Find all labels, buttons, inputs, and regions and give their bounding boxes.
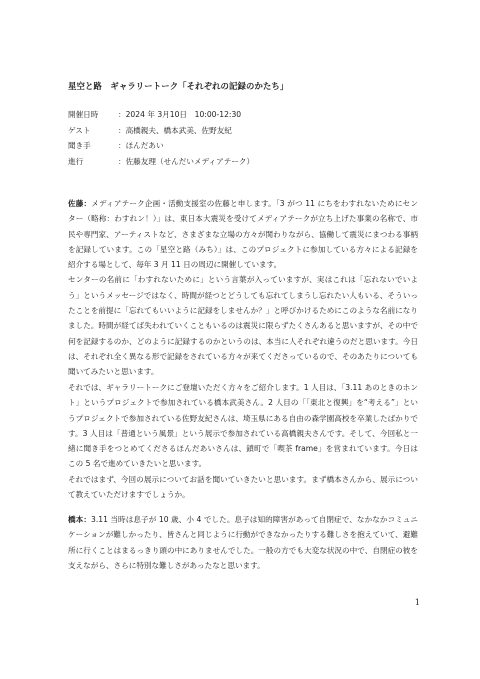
event-date-row — [68, 107, 428, 123]
paragraph-text: メディアテーク企画・活動支援室の佐藤と申します。「3 がつ 11 にちをわすれないためにセンター（略称：わすれン！）」は、東日本大震災を受けてメディアテークが立ち上げた事業の名称で、市民や専門家、アーティストなど、さまざまな立場の方々が関わりながら、協働して震災にまつわる事柄を記録しています。この「星空と路（みち）」は、このプロジェクトに参加している方々による記録を紹介する場として、毎年 3 月 11 日の周辺に開催しています。 — [68, 199, 418, 270]
speaker-label: 橋本： — [68, 515, 91, 524]
transcript-paragraph-hashimoto — [68, 512, 418, 573]
guests-row — [68, 123, 428, 139]
moderator-label: 進行 — [68, 156, 84, 166]
paragraph-text: それでは、ギャラリートークにご登壇いただく方々をご紹介します。1 人目は、「3.11 あのときのホント」というプロジェクトで参加されている橋本武美さん。2 人目の「「東北と復興」を“考える”」というプロジェクトで参加されている佐野友紀さんは、埼玉県にある自由の森学園高校を卒業したばかりです。3 人目は「普通という風景」という展示で参加されている高橋親夫さんです。そして、今回私と一緒に聞き手をつとめてくださるほんだあいさんは、鎖町で「喫茶 frame」を営まれています。今日はこの 5 名で進めていきたいと思います。 — [68, 383, 418, 469]
event-date-label: 開催日時 — [68, 110, 99, 119]
event-date-value: ：2024 年 3月10日 10:00-12:30 — [118, 110, 242, 119]
moderator-row — [68, 154, 428, 170]
document-title: 星空と路 ギャラリートーク「それぞれの記録のかたち」 — [68, 81, 289, 91]
paragraph-text: それではまず、今回の展示についてお話を聞いていきたいと思います。まず橋本さんから、展示について教えていただけますでしょうか。 — [68, 474, 418, 500]
event-info — [68, 107, 428, 169]
interviewer-value: ：ほんだあい — [118, 141, 164, 150]
guests-label: ゲスト — [68, 125, 91, 135]
interviewer-label: 聞き手 — [68, 141, 91, 150]
guests-value: ：高橋親夫、橋本武美、佐野友紀 — [118, 125, 232, 135]
paragraph-text: センターの名前に「わすれないために」という言葉が入っていますが、実はこれは「忘れないでいよう」というメッセージではなく、時間が経つとどうしても忘れてしまうし忘れたい人もいる、そういったことを前提に「忘れてもいいように記録をしませんか？」と呼びかけるためにこのような名前になりました。時間が経てば失われていくこともいるのは震災に限らずたくさんあると思いますが、その中で何を記録するのか、どのように記録するのかというのは、本当に人それぞれ違うのだと思います。今日は、それぞれ全く異なる形で記録をされている方々が来てくださっているので、そのあたりについても聞いてみたいと思います。 — [68, 275, 418, 377]
paragraph-text: 3.11 当時は息子が 10 歳、小 4 でした。息子は知的障害があって自閉症で、なかなかコミュニケーションが難しかったり、皆さんと同じように行動ができなかったりする難しさを抱えていて、避難所に行くことはまるっきり頭の中にありませんでした。一般の方でも大変な状況の中で、自閉症の彼を支えながら、さらに特別な難しさがあったなと思います。 — [68, 515, 418, 570]
moderator-value: ：佐藤友理（せんだいメディアテーク） — [118, 156, 255, 166]
interviewer-row — [68, 138, 428, 154]
transcript-paragraph-sato-intro — [68, 196, 418, 380]
page-number: 1 — [414, 598, 420, 607]
transcript-paragraph-introductions — [68, 380, 418, 502]
speaker-label: 佐藤： — [68, 199, 92, 208]
